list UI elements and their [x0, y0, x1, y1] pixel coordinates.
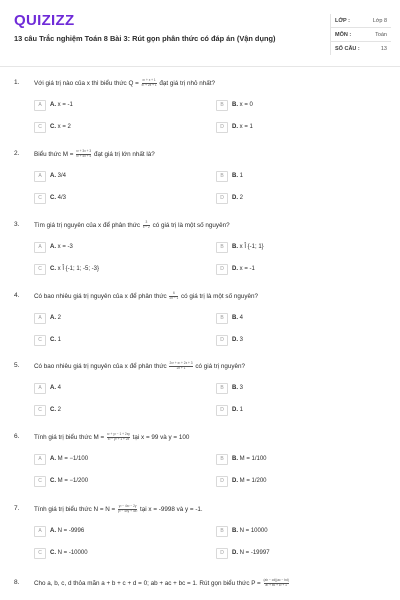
option-letter-box[interactable]: A — [34, 454, 46, 465]
fraction-numerator: (ab − cd)(ac − bd) — [263, 578, 289, 582]
question-pre: Biểu thức M = — [34, 150, 76, 158]
fraction-denominator: 2x − 1 — [169, 295, 179, 300]
option-letter-box[interactable]: C — [34, 548, 46, 559]
meta-key: LỚP : — [335, 18, 350, 24]
meta-panel — [330, 14, 391, 55]
option-value: 2 — [57, 407, 62, 413]
option-value: x = -1 — [57, 102, 73, 108]
option-value: 3 — [239, 385, 244, 391]
option-letter-box[interactable]: B — [216, 171, 228, 182]
option-text — [232, 195, 243, 201]
option-value: N = -10000 — [57, 550, 88, 556]
option-label: A. — [50, 528, 58, 534]
question-text — [34, 292, 384, 300]
meta-row-class — [331, 14, 391, 28]
option-text — [50, 337, 61, 343]
question-number: 6. — [14, 433, 20, 440]
question-text — [34, 362, 384, 370]
fraction-denominator: x² + 2x + 1 — [141, 82, 157, 87]
question-post: có giá trị nguyên? — [193, 362, 246, 370]
meta-row-count — [331, 42, 391, 55]
option-label: A. — [50, 173, 58, 179]
option-value: 1 — [239, 173, 244, 179]
fraction-denominator: x − 2 — [142, 224, 150, 229]
fraction-numerator: y² − 4x² − 2y — [118, 504, 137, 508]
option-label: D. — [232, 337, 240, 343]
question-post: đạt giá trị lớn nhất là? — [92, 150, 155, 158]
question-pre: Cho a, b, c, d thỏa mãn a + b + c + d = 0; ab + ac + bc = 1. Rút gọn biểu thức P = — [34, 579, 263, 587]
option-letter-box[interactable]: A — [34, 526, 46, 537]
option-text — [50, 385, 61, 391]
option-letter-box[interactable]: B — [216, 100, 228, 111]
question-post: tại x = -9998 và y = -1. — [138, 505, 203, 513]
option-label: C. — [50, 124, 58, 130]
fraction-denominator: y² − 4xy + 4x² — [117, 508, 138, 513]
option-value: 1 — [239, 407, 244, 413]
option-text — [232, 266, 255, 272]
option-value: M = −1/200 — [57, 478, 89, 484]
question-text — [34, 221, 384, 229]
option-text — [50, 407, 61, 413]
fraction — [76, 150, 91, 158]
option-label: D. — [232, 478, 240, 484]
option-text — [232, 528, 268, 534]
option-value: x = -1 — [239, 266, 255, 272]
option-text — [232, 315, 243, 321]
option-letter-box[interactable]: B — [216, 454, 228, 465]
question-text — [34, 579, 384, 587]
option-text — [50, 478, 88, 484]
fraction-denominator: x² + 4x + 4 — [76, 153, 92, 158]
meta-key: SỐ CÂU : — [335, 46, 360, 52]
option-value: x Î {-1; 1} — [239, 244, 264, 250]
fraction — [118, 505, 137, 513]
fraction — [264, 579, 289, 587]
option-text — [50, 173, 66, 179]
option-text — [50, 266, 99, 272]
option-text — [232, 173, 243, 179]
document-title: 13 câu Trắc nghiệm Toán 8 Bài 3: Rút gọn phân thức có đáp án (Vận dụng) — [14, 34, 276, 43]
fraction-denominator: x² − y² + 1 + 2x — [107, 436, 130, 441]
fraction — [107, 433, 130, 441]
fraction-numerator: 2x³ + x² + 2x + 3 — [169, 361, 193, 365]
question-number: 7. — [14, 505, 20, 512]
option-letter-box[interactable]: A — [34, 313, 46, 324]
option-value: M = 1/200 — [239, 478, 267, 484]
option-label: A. — [50, 315, 58, 321]
option-label: B. — [232, 102, 240, 108]
option-value: N = -19997 — [239, 550, 270, 556]
brand-logo[interactable]: QUIZIZZ — [14, 12, 75, 29]
fraction-denominator: 2x + 1 — [169, 366, 192, 371]
option-value: 1 — [57, 337, 62, 343]
option-text — [232, 550, 270, 556]
option-value: 4 — [239, 315, 244, 321]
option-letter-box[interactable]: D — [216, 476, 228, 487]
question-pre: Có bao nhiêu giá trị nguyên của x để phân thức — [34, 362, 169, 370]
option-text — [232, 244, 264, 250]
meta-value: 13 — [380, 46, 387, 52]
question-number: 4. — [14, 292, 20, 299]
option-text — [50, 315, 61, 321]
option-letter-box[interactable]: D — [216, 264, 228, 275]
option-label: C. — [50, 266, 58, 272]
question-post: có giá trị là một số nguyên? — [150, 221, 230, 229]
option-letter-box[interactable]: D — [216, 335, 228, 346]
document-header — [0, 0, 400, 66]
option-letter-box[interactable]: D — [216, 122, 228, 133]
option-text — [50, 244, 73, 250]
option-label: A. — [50, 102, 58, 108]
option-label: C. — [50, 195, 58, 201]
option-text — [50, 528, 84, 534]
fraction-denominator: a² + bc + c² + 1 — [265, 582, 287, 587]
option-value: x = -3 — [57, 244, 73, 250]
option-letter-box[interactable]: D — [216, 548, 228, 559]
fraction-numerator: 6 — [172, 291, 175, 295]
fraction-numerator: 3 — [145, 220, 148, 224]
option-value: x Î {-1; 1; -5; -3} — [57, 266, 100, 272]
header-divider — [0, 66, 400, 67]
fraction-numerator: x² + y² − 1 + 2xy — [106, 432, 130, 436]
option-text — [50, 124, 71, 130]
option-letter-box[interactable]: A — [34, 171, 46, 182]
option-letter-box[interactable]: C — [34, 122, 46, 133]
question-number: 2. — [14, 150, 20, 157]
option-label: B. — [232, 173, 240, 179]
option-value: M = 1/100 — [239, 456, 267, 462]
meta-value: Toán — [375, 32, 387, 38]
option-label: B. — [232, 385, 240, 391]
option-label: C. — [50, 407, 58, 413]
option-label: A. — [50, 385, 58, 391]
option-value: 2 — [57, 315, 62, 321]
option-label: C. — [50, 337, 58, 343]
meta-key: MÔN : — [335, 32, 352, 38]
question-text — [34, 505, 384, 513]
question-text — [34, 433, 384, 441]
option-value: 2 — [239, 195, 244, 201]
option-label: A. — [50, 244, 58, 250]
meta-row-subject — [331, 28, 391, 42]
option-letter-box[interactable]: A — [34, 383, 46, 394]
option-text — [232, 124, 253, 130]
question-number: 5. — [14, 362, 20, 369]
option-text — [232, 478, 267, 484]
question-pre: Tìm giá trị nguyên của x để phân thức — [34, 221, 142, 229]
option-label: D. — [232, 550, 240, 556]
option-value: x = 0 — [239, 102, 253, 108]
option-label: D. — [232, 124, 240, 130]
fraction — [169, 292, 178, 300]
option-letter-box[interactable]: A — [34, 242, 46, 253]
option-label: B. — [232, 315, 240, 321]
option-value: M = −1/100 — [57, 456, 89, 462]
option-letter-box[interactable]: B — [216, 313, 228, 324]
question-post: tại x = 99 và y = 100 — [130, 433, 190, 441]
question-number: 1. — [14, 79, 20, 86]
question-text — [34, 79, 384, 87]
option-text — [50, 195, 66, 201]
fraction-numerator: x² + x + 1 — [142, 78, 156, 82]
question-number: 8. — [14, 579, 20, 586]
option-value: x = 2 — [57, 124, 71, 130]
option-label: A. — [50, 456, 58, 462]
option-letter-box[interactable]: B — [216, 526, 228, 537]
option-text — [232, 102, 253, 108]
option-value: x = 1 — [239, 124, 253, 130]
option-text — [50, 456, 88, 462]
option-value: 4 — [57, 385, 62, 391]
option-value: 3/4 — [57, 173, 67, 179]
question-pre: Tính giá trị biểu thức M = — [34, 433, 106, 441]
option-label: D. — [232, 407, 240, 413]
option-label: D. — [232, 195, 240, 201]
option-value: N = -9996 — [57, 528, 85, 534]
option-text — [50, 102, 73, 108]
option-letter-box[interactable]: C — [34, 476, 46, 487]
option-letter-box[interactable]: C — [34, 264, 46, 275]
option-letter-box[interactable]: A — [34, 100, 46, 111]
option-label: C. — [50, 478, 58, 484]
question-number: 3. — [14, 221, 20, 228]
option-letter-box[interactable]: C — [34, 193, 46, 204]
fraction-numerator: x² + 3x + 3 — [76, 149, 92, 153]
fraction — [169, 362, 192, 370]
option-text — [50, 550, 88, 556]
question-text — [34, 150, 384, 158]
option-label: D. — [232, 266, 240, 272]
option-letter-box[interactable]: D — [216, 405, 228, 416]
option-label: B. — [232, 244, 240, 250]
question-post: đạt giá trị nhỏ nhất? — [157, 79, 216, 87]
question-pre: Có bao nhiêu giá trị nguyên của x để phân thức — [34, 292, 169, 300]
question-post: có giá trị là một số nguyên? — [179, 292, 258, 300]
option-label: B. — [232, 456, 240, 462]
question-pre: Với giá trị nào của x thì biểu thức Q = — [34, 79, 141, 87]
fraction — [142, 79, 157, 87]
option-text — [232, 456, 267, 462]
option-text — [232, 385, 243, 391]
option-text — [232, 407, 243, 413]
option-letter-box[interactable]: C — [34, 335, 46, 346]
meta-value: Lớp 8 — [372, 18, 387, 24]
option-letter-box[interactable]: B — [216, 383, 228, 394]
fraction — [143, 221, 150, 229]
option-letter-box[interactable]: B — [216, 242, 228, 253]
option-value: 3 — [239, 337, 244, 343]
option-label: B. — [232, 528, 240, 534]
option-label: C. — [50, 550, 58, 556]
option-letter-box[interactable]: C — [34, 405, 46, 416]
question-pre: Tính giá trị biểu thức N = N = — [34, 505, 117, 513]
option-text — [232, 337, 243, 343]
option-value: 4/3 — [57, 195, 67, 201]
option-value: N = 10000 — [239, 528, 268, 534]
option-letter-box[interactable]: D — [216, 193, 228, 204]
